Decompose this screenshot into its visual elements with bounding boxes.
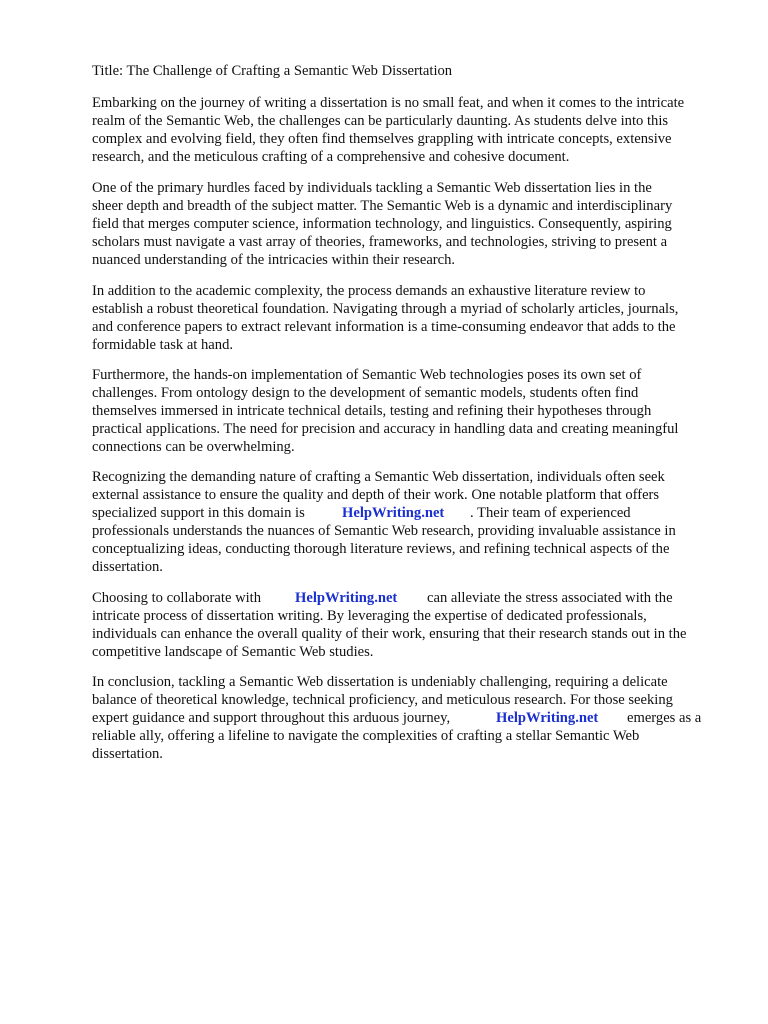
paragraph-text: emerges as a <box>627 710 702 726</box>
paragraph-line: Recognizing the demanding nature of crafting a Semantic Web dissertation, individuals often seek <box>92 469 665 485</box>
paragraph-line: themselves immersed in intricate technical details, testing and refining their hypotheses through <box>92 403 652 419</box>
paragraph-text: Choosing to collaborate with <box>92 590 262 606</box>
paragraph-line: sheer depth and breadth of the subject matter. The Semantic Web is a dynamic and interdisciplinary <box>92 198 673 214</box>
paragraph-line: individuals can enhance the overall quality of their work, ensuring that their research stands out in the <box>92 626 687 642</box>
paragraph-link-line <box>92 504 631 522</box>
paragraph-line: challenges. From ontology design to the development of semantic models, students often find <box>92 385 639 401</box>
paragraph-line: connections can be overwhelming. <box>92 439 295 455</box>
helpwriting-link[interactable]: HelpWriting.net <box>295 590 398 606</box>
paragraph-line: reliable ally, offering a lifeline to navigate the complexities of crafting a stellar Semantic Web <box>92 728 640 744</box>
paragraph-line: Furthermore, the hands-on implementation of Semantic Web technologies poses its own set of <box>92 367 642 383</box>
helpwriting-link[interactable]: HelpWriting.net <box>496 710 599 726</box>
paragraph-line: scholars must navigate a vast array of theories, frameworks, and technologies, striving to present a <box>92 234 668 250</box>
paragraph-line: practical applications. The need for precision and accuracy in handling data and creating meaningful <box>92 421 679 437</box>
paragraph-line: nuanced understanding of the intricacies within their research. <box>92 252 456 268</box>
paragraph-text: specialized support in this domain is <box>92 505 305 521</box>
paragraph-line: research, and the meticulous crafting of a comprehensive and cohesive document. <box>92 149 570 165</box>
paragraph-line: and conference papers to extract relevant information is a time-consuming endeavor that adds to the <box>92 319 676 335</box>
paragraph-line: establish a robust theoretical foundation. Navigating through a myriad of scholarly articles, journals, <box>92 301 679 317</box>
paragraph-line: Embarking on the journey of writing a dissertation is no small feat, and when it comes to the intricate <box>92 95 685 111</box>
paragraph-line: In addition to the academic complexity, the process demands an exhaustive literature review to <box>92 283 646 299</box>
paragraph-line: professionals understands the nuances of Semantic Web research, providing invaluable assistance in <box>92 523 676 539</box>
paragraph-line: realm of the Semantic Web, the challenges can be particularly daunting. As students delve into this <box>92 113 669 129</box>
paragraph-line: intricate process of dissertation writing. By leveraging the expertise of dedicated professionals, <box>92 608 647 624</box>
paragraph-line: conceptualizing ideas, conducting thorough literature reviews, and refining technical aspects of the <box>92 541 670 557</box>
paragraph-link-line <box>92 589 673 607</box>
paragraph-text: . Their team of experienced <box>470 505 631 521</box>
document-title: Title: The Challenge of Crafting a Semantic Web Dissertation <box>92 63 453 79</box>
paragraph-line: external assistance to ensure the quality and depth of their work. One notable platform that offers <box>92 487 660 503</box>
paragraph-text: can alleviate the stress associated with the <box>427 590 673 606</box>
paragraph-line: field that merges computer science, information technology, and linguistics. Consequently, aspiring <box>92 216 672 232</box>
paragraph-line: One of the primary hurdles faced by individuals tackling a Semantic Web dissertation lies in the <box>92 180 652 196</box>
paragraph-line: competitive landscape of Semantic Web studies. <box>92 644 374 660</box>
paragraph-line: dissertation. <box>92 746 163 762</box>
paragraph-line: In conclusion, tackling a Semantic Web dissertation is undeniably challenging, requiring a delicate <box>92 674 668 690</box>
paragraph-text: expert guidance and support throughout this arduous journey, <box>92 710 451 726</box>
helpwriting-link[interactable]: HelpWriting.net <box>342 505 445 521</box>
paragraph-line: complex and evolving field, they often find themselves grappling with intricate concepts, extensive <box>92 131 672 147</box>
paragraph-line: balance of theoretical knowledge, technical proficiency, and meticulous research. For those seeking <box>92 692 673 708</box>
paragraph-link-line <box>92 709 702 727</box>
paragraph-line: dissertation. <box>92 559 163 575</box>
paragraph-line: formidable task at hand. <box>92 337 234 353</box>
